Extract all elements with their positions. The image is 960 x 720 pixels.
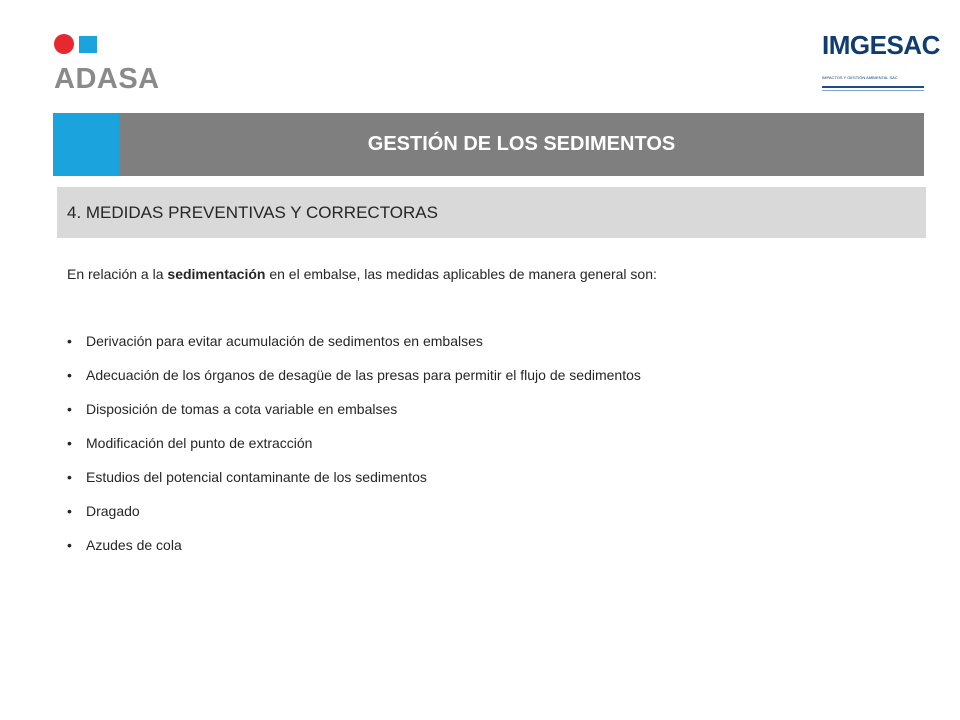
section-heading-bar [57, 187, 926, 238]
list-item-text: Dragado [86, 503, 140, 519]
bullet-marker: • [67, 367, 72, 383]
list-item [67, 400, 927, 418]
list-item [67, 434, 927, 452]
banner-bar [119, 113, 924, 176]
imgesac-logo [820, 30, 940, 96]
intro-text-before: En relación a la [67, 266, 168, 282]
imgesac-rule [822, 86, 924, 88]
list-item [67, 332, 927, 350]
list-item-text: Azudes de cola [86, 537, 182, 553]
banner-accent-block [53, 113, 119, 176]
imgesac-tagline: IMPACTOS Y GESTIÓN AMBIENTAL SAC [822, 75, 898, 80]
list-item-text: Disposición de tomas a cota variable en embalses [86, 401, 398, 417]
bullet-marker: • [67, 333, 72, 349]
list-item [67, 366, 927, 384]
bullet-marker: • [67, 503, 72, 519]
intro-paragraph [67, 266, 927, 282]
page-title: GESTIÓN DE LOS SEDIMENTOS [367, 133, 676, 155]
list-item [67, 468, 927, 486]
intro-text-after: en el embalse, las medidas aplicables de manera general son: [265, 266, 657, 282]
list-item-text: Derivación para evitar acumulación de sedimentos en embalses [86, 333, 483, 349]
adasa-logo [54, 34, 174, 96]
measures-list [67, 332, 927, 570]
bullet-marker: • [67, 435, 72, 451]
logo-blue-square [79, 36, 97, 53]
title-banner [53, 113, 924, 176]
bullet-marker: • [67, 401, 72, 417]
list-item-text: Modificación del punto de extracción [86, 435, 313, 451]
section-heading: 4. MEDIDAS PREVENTIVAS Y CORRECTORAS [67, 202, 438, 222]
bullet-marker: • [67, 469, 72, 485]
adasa-wordmark: ADASA [54, 63, 160, 95]
list-item-text: Adecuación de los órganos de desagüe de las presas para permitir el flujo de sedimentos [86, 367, 641, 383]
imgesac-wordmark: IMGESAC [822, 30, 940, 60]
list-item [67, 536, 927, 554]
list-item-text: Estudios del potencial contaminante de los sedimentos [86, 469, 427, 485]
imgesac-rule-light [822, 90, 924, 91]
list-item [67, 502, 927, 520]
intro-emphasis: sedimentación [167, 266, 266, 282]
bullet-marker: • [67, 537, 72, 553]
logo-red-dot [54, 34, 74, 54]
